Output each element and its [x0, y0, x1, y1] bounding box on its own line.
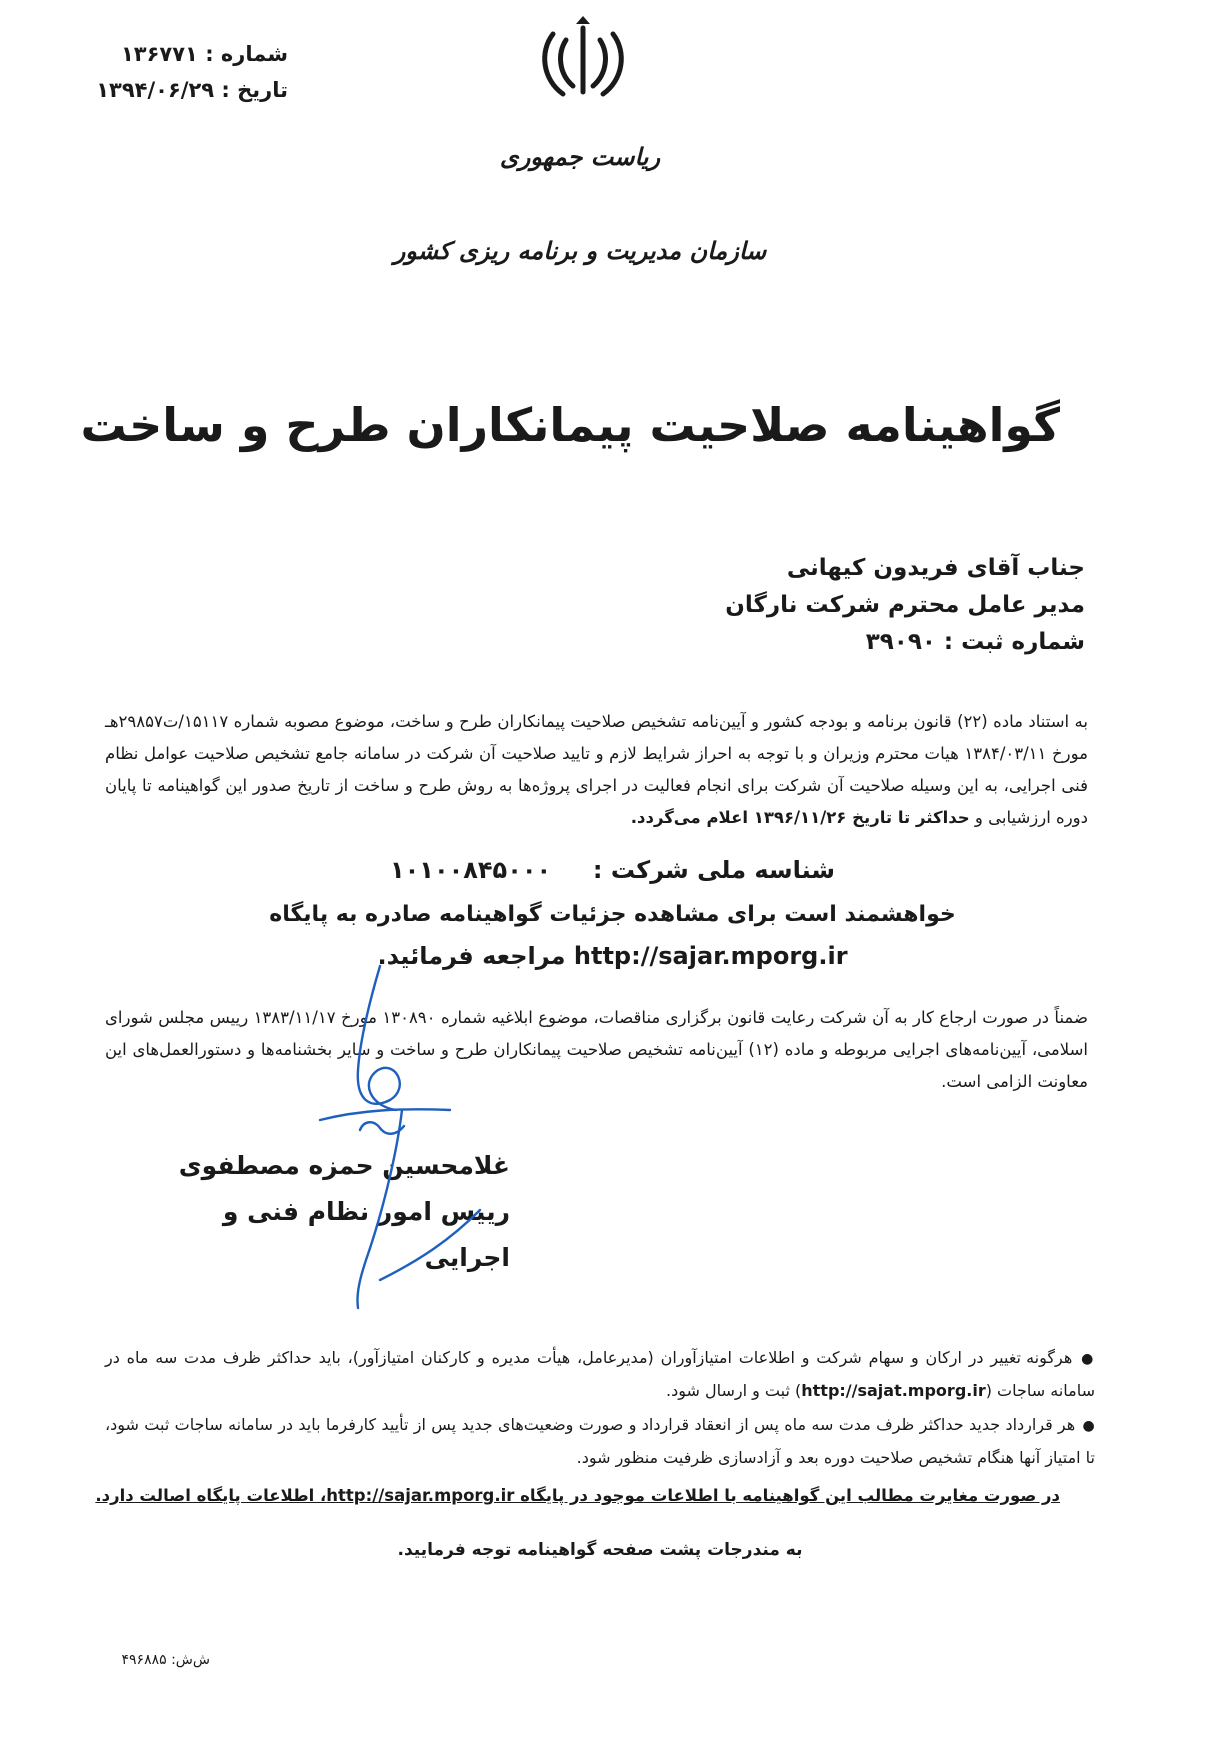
notes-section	[105, 1342, 1095, 1476]
body-paragraph-1-deadline: حداکثر تا تاریخ ۱۳۹۶/۱۱/۲۶ اعلام می‌گردد.	[630, 808, 970, 827]
national-id-label: شناسه ملی شرکت :	[592, 856, 835, 884]
note-item	[105, 1342, 1095, 1407]
national-id-value: ۱۰۱۰۰۸۴۵۰۰۰	[390, 856, 552, 884]
org-line-presidency: ریاست جمهوری	[499, 142, 661, 171]
body-paragraph-2: ضمناً در صورت ارجاع کار به آن شرکت رعایت قانون برگزاری مناقصات، موضوع ابلاغیه شماره ۱۳۰۸۹۰ مورخ ۱۳۸۳/۱۱/۱۷ رییس مجلس شورای اسلامی، آیین‌نامه‌های اجرایی مربوطه و ماده (۱۲) آیین‌نامه تشخیص صلاحیت پیمانکاران طرح و ساخت و سایر بخشنامه‌ها و دستورالعمل‌های این معاونت الزامی است.	[105, 1008, 1089, 1091]
serial-number: ش‌ش: ۴۹۶۸۸۵	[121, 1652, 210, 1668]
details-instruction: خواهشمند است برای مشاهده جزئیات گواهینامه صادره به پایگاه	[269, 902, 956, 927]
portal-link[interactable]: http://sajar.mporg.ir	[573, 942, 848, 970]
authenticity-warning: در صورت مغایرت مطالب این گواهینامه با اطلاعات موجود در پایگاه http://sajar.mporg.ir، اطلاعات پایگاه اصالت دارد.	[95, 1486, 1060, 1505]
date-value: ۱۳۹۴/۰۶/۲۹	[96, 78, 215, 102]
registration-label: شماره ثبت :	[943, 629, 1085, 655]
number-label: شماره :	[205, 42, 288, 66]
recipient-block	[600, 550, 1085, 661]
signer-position: رییس امور نظام فنی و اجرایی	[222, 1197, 510, 1272]
org-line-planning: سازمان مدیریت و برنامه ریزی کشور	[393, 236, 767, 265]
back-page-note: به مندرجات پشت صفحه گواهینامه توجه فرمایید.	[397, 1540, 803, 1560]
signer-name: غلامحسین حمزه مصطفوی	[178, 1151, 510, 1180]
bullet-icon: ●	[1082, 1418, 1096, 1434]
emblem-icon	[533, 14, 633, 104]
number-row	[78, 36, 288, 72]
note-1-text-b: ) ثبت و ارسال شود.	[665, 1381, 802, 1400]
note-item	[105, 1409, 1095, 1474]
recipient-role: مدیر عامل محترم شرکت نارگان	[725, 592, 1085, 618]
reference-block	[78, 36, 288, 108]
body-paragraph-1-text: به استناد ماده (۲۲) قانون برنامه و بودجه کشور و آیین‌نامه تشخیص صلاحیت پیمانکاران طرح و ساخت، موضوع مصوبه شماره ۱۵۱۱۷/ت۲۹۸۵۷هـ مورخ ۱۳۸۴/۰۳/۱۱ هیات محترم وزیران و با توجه به احراز شرایط لازم و تایید صلاحیت آن شرکت در سامانه جامع تشخیص صلاحیت عوامل نظام فنی اجرایی، به این وسیله صلاحیت آن شرکت برای انجام فعالیت در اجرای پروژه‌ها به روش طرح و ساخت از تاریخ صدور این گواهینامه تا پایان دوره ارزشیابی و	[105, 712, 1088, 827]
portal-row	[150, 942, 1075, 970]
number-value: ۱۳۶۷۷۱	[120, 42, 198, 66]
note-2-text: هر قرارداد جدید حداکثر ظرف مدت سه ماه پس از انعقاد قرارداد و صورت وضعیت‌های جدید پس از تأیید کارفرما باید در سامانه ساجات ثبت شود، تا امتیاز آنها هنگام تشخیص صلاحیت دوره بعد و آزادسازی ظرفیت منظور شود.	[105, 1415, 1095, 1467]
body-paragraph-1	[105, 706, 1088, 834]
registration-value: ۳۹۰۹۰	[865, 629, 936, 655]
signature-mark	[300, 960, 520, 1320]
certificate-title: گواهینامه صلاحیت پیمانکاران طرح و ساخت	[80, 398, 1060, 452]
note-1-text-a: هرگونه تغییر در ارکان و سهام شرکت و اطلاعات امتیازآوران (مدیرعامل، هیأت مدیره و کارکنان امتیازآور)، باید حداکثر ظرف مدت سه ماه در سامانه ساجات (	[105, 1348, 1095, 1400]
registration-row	[600, 624, 1085, 661]
national-id-row	[150, 856, 1075, 884]
recipient-name: جناب آقای فریدون کیهانی	[786, 555, 1085, 581]
sajat-link[interactable]: http://sajat.mporg.ir	[801, 1381, 986, 1400]
portal-suffix: مراجعه فرمائید.	[377, 942, 566, 970]
date-label: تاریخ :	[221, 78, 288, 102]
bullet-icon: ●	[1081, 1351, 1096, 1367]
date-row	[78, 72, 288, 108]
